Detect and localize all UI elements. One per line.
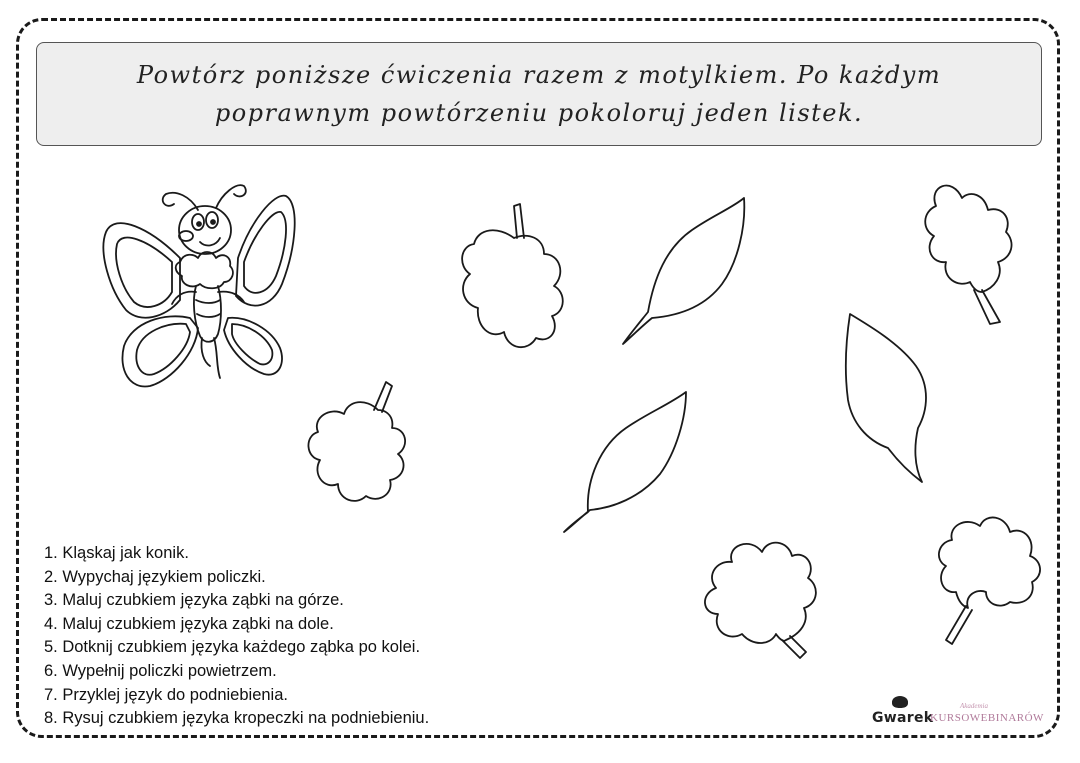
list-item: 6. Wypełnij policzki powietrzem. bbox=[44, 661, 277, 680]
instruction-line-2: poprawnym powtórzeniu pokoloruj jeden listek. bbox=[214, 99, 864, 127]
butterfly-icon bbox=[103, 185, 294, 386]
bird-icon bbox=[892, 696, 908, 708]
leaf-icon bbox=[705, 543, 816, 658]
gwarek-logo-text: Gwarek bbox=[872, 710, 934, 726]
leaf-icon bbox=[308, 382, 405, 501]
kurs-logo: KURSOWEBINARÓW bbox=[930, 712, 1044, 724]
list-item: 3. Maluj czubkiem języka ząbki na górze. bbox=[44, 591, 344, 610]
list-item: 7. Przyklej język do podniebienia. bbox=[44, 685, 288, 704]
list-item: 8. Rysuj czubkiem języka kropeczki na podniebieniu. bbox=[44, 709, 430, 728]
instruction-line-1: Powtórz poniższe ćwiczenia razem z motylkiem. Po każdym bbox=[136, 61, 942, 89]
list-item: 1. Kląskaj jak konik. bbox=[44, 544, 189, 562]
leaf-icon bbox=[925, 186, 1011, 324]
kurs-logo-subtitle: Akademia bbox=[960, 702, 988, 710]
list-item: 2. Wypychaj językiem policzki. bbox=[44, 567, 266, 586]
leaf-icon bbox=[462, 204, 563, 347]
exercise-list bbox=[44, 542, 429, 731]
leaf-icon bbox=[623, 198, 744, 344]
leaf-icon bbox=[564, 392, 686, 532]
leaf-icon bbox=[939, 517, 1040, 644]
gwarek-logo bbox=[872, 710, 933, 726]
list-item: 4. Maluj czubkiem języka ząbki na dole. bbox=[44, 614, 334, 633]
leaf-icon bbox=[846, 314, 926, 482]
list-item: 5. Dotknij czubkiem języka każdego ząbka po kolei. bbox=[44, 638, 421, 657]
